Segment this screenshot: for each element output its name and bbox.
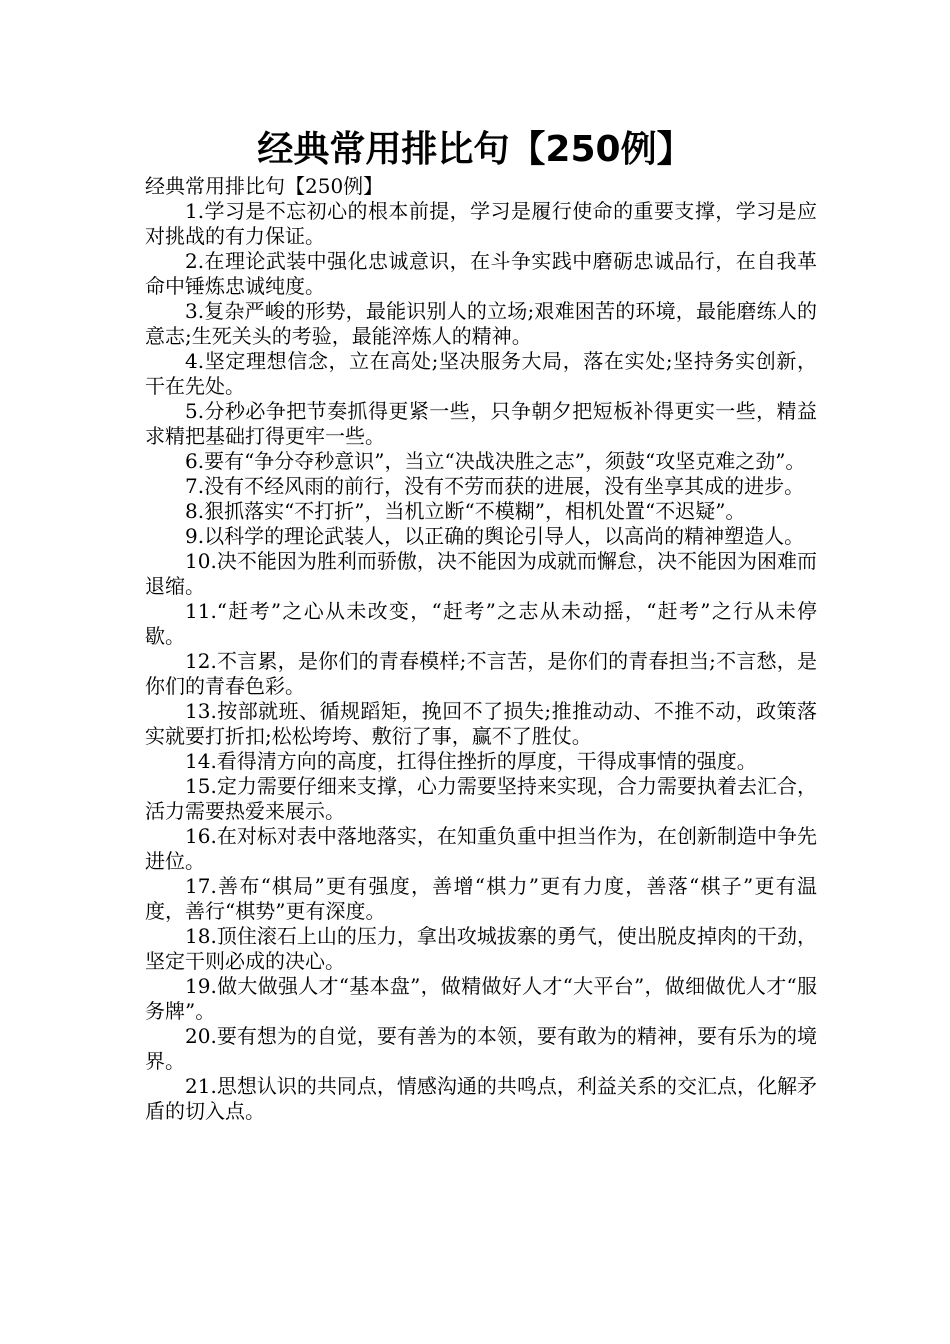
list-item: 6.要有“争分夺秒意识”，当立“决战决胜之志”，须鼓“攻坚克难之劲”。 <box>185 449 806 473</box>
list-item: 17.善布“棋局”更有强度，善增“棋力”更有力度，善落“棋子”更有温度，善行“棋势”更有深度。 <box>145 874 817 923</box>
list-item: 1.学习是不忘初心的根本前提，学习是履行使命的重要支撑，学习是应对挑战的有力保证。 <box>145 199 817 248</box>
document-body <box>145 174 817 1124</box>
list-item: 18.顶住滚石上山的压力，拿出攻城拔寨的勇气，使出脱皮掉肉的干劲，坚定干则必成的决心。 <box>145 924 817 973</box>
list-item: 13.按部就班、循规蹈矩，挽回不了损失;推推动动、不推不动，政策落实就要打折扣;松松垮垮、敷衍了事，赢不了胜仗。 <box>145 699 817 748</box>
list-item: 12.不言累，是你们的青春模样;不言苦，是你们的青春担当;不言愁，是你们的青春色彩。 <box>145 649 817 698</box>
page-title: 经典常用排比句【250例】 <box>257 129 693 170</box>
document-subtitle: 经典常用排比句【250例】 <box>145 174 384 198</box>
list-item: 20.要有想为的自觉，要有善为的本领，要有敢为的精神，要有乐为的境界。 <box>145 1024 817 1073</box>
list-item: 16.在对标对表中落地落实，在知重负重中担当作为，在创新制造中争先进位。 <box>145 824 817 873</box>
list-item: 2.在理论武装中强化忠诚意识，在斗争实践中磨砺忠诚品行，在自我革命中锤炼忠诚纯度。 <box>145 249 817 298</box>
list-item: 8.狠抓落实“不打折”，当机立断“不模糊”，相机处置“不迟疑”。 <box>185 499 746 523</box>
list-item: 19.做大做强人才“基本盘”，做精做好人才“大平台”，做细做优人才“服务牌”。 <box>145 974 817 1023</box>
list-item: 11.“赶考”之心从未改变，“赶考”之志从未动摇，“赶考”之行从未停歇。 <box>145 599 817 648</box>
list-item: 3.复杂严峻的形势，最能识别人的立场;艰难困苦的环境，最能磨练人的意志;生死关头的考验，最能淬炼人的精神。 <box>145 299 817 348</box>
list-item: 7.没有不经风雨的前行，没有不劳而获的进展，没有坐享其成的进步。 <box>185 474 805 498</box>
list-item: 5.分秒必争把节奏抓得更紧一些，只争朝夕把短板补得更实一些，精益求精把基础打得更牢一些。 <box>145 399 817 448</box>
list-item: 9.以科学的理论武装人，以正确的舆论引导人，以高尚的精神塑造人。 <box>185 524 805 548</box>
list-item: 21.思想认识的共同点，情感沟通的共鸣点，利益关系的交汇点，化解矛盾的切入点。 <box>145 1074 817 1123</box>
list-item: 14.看得清方向的高度，扛得住挫折的厚度，干得成事情的强度。 <box>185 749 757 773</box>
list-item: 4.坚定理想信念，立在高处;坚决服务大局，落在实处;坚持务实创新，干在先处。 <box>145 349 817 398</box>
list-item: 15.定力需要仔细来支撑，心力需要坚持来实现，合力需要执着去汇合，活力需要热爱来展示。 <box>145 774 817 823</box>
list-item: 10.决不能因为胜利而骄傲，决不能因为成就而懈怠，决不能因为困难而退缩。 <box>145 549 817 598</box>
